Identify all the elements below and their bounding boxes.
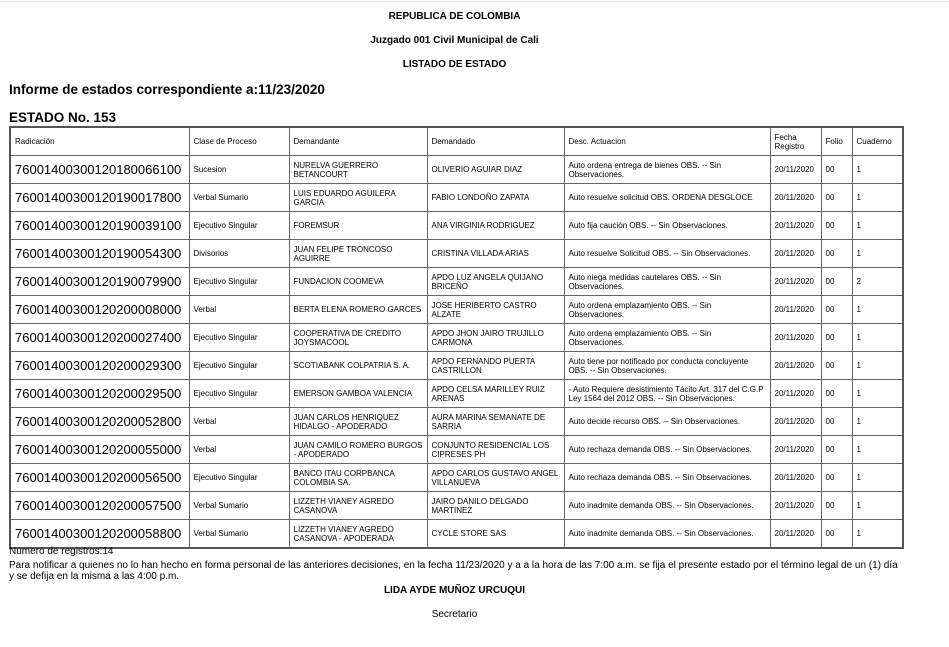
cell-demandado: AURA MARINA SEMANATE DE SARRIA: [427, 408, 564, 436]
cell-clase: Ejecutivo Singular: [189, 324, 289, 352]
cell-folio: 00: [821, 352, 852, 380]
cell-demandante: BANCO ITAU CORPBANCA COLOMBIA SA.: [289, 464, 427, 492]
cell-clase: Ejecutivo Singular: [189, 380, 289, 408]
cell-folio: 00: [821, 408, 852, 436]
cell-folio: 00: [821, 184, 852, 212]
cell-folio: 00: [821, 268, 852, 296]
republic-heading: REPUBLICA DE COLOMBIA: [388, 11, 521, 22]
cell-demandante: LUIS EDUARDO AGUILERA GARCIA: [289, 184, 427, 212]
cell-fecha: 20/11/2020: [770, 324, 821, 352]
cell-demandado: APDO CARLOS GUSTAVO ANGEL VILLANUEVA: [427, 464, 564, 492]
cell-desc: Auto tiene por notificado por conducta concluyente OBS. -- Sin Observaciones.: [564, 352, 770, 380]
cell-demandante: LIZZETH VIANEY AGREDO CASANOVA: [289, 492, 427, 520]
cell-demandado: FABIO LONDOÑO ZAPATA: [427, 184, 564, 212]
cell-demandado: APDO LUZ ANGELA QUIJANO BRICEÑO: [427, 268, 564, 296]
cell-desc: Auto inadmite demanda OBS. -- Sin Observaciones.: [564, 520, 770, 549]
court-heading: Juzgado 001 Civil Municipal de Cali: [370, 35, 539, 46]
cell-demandado: CRISTINA VILLADA ARIAS: [427, 240, 564, 268]
cell-demandado: APDO CELSA MARILLEY RUIZ ARENAS: [427, 380, 564, 408]
cell-demandado: ANA VIRGINIA RODRIGUEZ: [427, 212, 564, 240]
table-body: [10, 156, 903, 549]
cell-folio: 00: [821, 464, 852, 492]
cell-demandado: APDO FERNANDO PUERTA CASTRILLON: [427, 352, 564, 380]
cell-fecha: 20/11/2020: [770, 268, 821, 296]
cell-radicacion: 76001400300120190054300: [10, 240, 189, 268]
cell-folio: 00: [821, 212, 852, 240]
table-row: [10, 268, 903, 296]
table-row: [10, 436, 903, 464]
cell-fecha: 20/11/2020: [770, 212, 821, 240]
estados-table: [9, 126, 904, 549]
cell-desc: Auto rechaza demanda OBS. -- Sin Observaciones.: [564, 464, 770, 492]
record-count: Numero de registros:14: [9, 546, 114, 557]
cell-demandante: JUAN CAMILO ROMERO BURGOS - APODERADO: [289, 436, 427, 464]
cell-cuaderno: 1: [852, 464, 903, 492]
cell-cuaderno: 1: [852, 408, 903, 436]
cell-folio: 00: [821, 324, 852, 352]
cell-radicacion: 76001400300120200008000: [10, 296, 189, 324]
cell-radicacion: 76001400300120190017800: [10, 184, 189, 212]
col-header-radicacion: Radicación: [10, 127, 189, 156]
cell-clase: Ejecutivo Singular: [189, 268, 289, 296]
col-header-demandado: Demandado: [427, 127, 564, 156]
cell-desc: - Auto Requiere desistimiento Tácito Art. 317 del C.G.P Ley 1564 del 2012 OBS. -- Sin Observaciones.: [564, 380, 770, 408]
cell-cuaderno: 1: [852, 212, 903, 240]
cell-cuaderno: 1: [852, 520, 903, 549]
table-row: [10, 324, 903, 352]
cell-folio: 00: [821, 156, 852, 184]
cell-cuaderno: 1: [852, 380, 903, 408]
cell-radicacion: 76001400300120200052800: [10, 408, 189, 436]
cell-demandado: JAIRO DANILO DELGADO MARTINEZ: [427, 492, 564, 520]
cell-folio: 00: [821, 520, 852, 549]
table-row: [10, 492, 903, 520]
listing-heading: LISTADO DE ESTADO: [402, 59, 507, 70]
cell-folio: 00: [821, 380, 852, 408]
cell-clase: Verbal Sumario: [189, 492, 289, 520]
col-header-demandante: Demandante: [289, 127, 427, 156]
table-row: [10, 520, 903, 549]
cell-demandado: APDO JHON JAIRO TRUJILLO CARMONA: [427, 324, 564, 352]
cell-demandante: LIZZETH VIANEY AGREDO CASANOVA - APODERADA: [289, 520, 427, 549]
cell-radicacion: 76001400300120200055000: [10, 436, 189, 464]
cell-demandante: EMERSON GAMBOA VALENCIA: [289, 380, 427, 408]
cell-cuaderno: 1: [852, 436, 903, 464]
table-row: [10, 464, 903, 492]
cell-fecha: 20/11/2020: [770, 240, 821, 268]
table-row: [10, 408, 903, 436]
cell-desc: Auto ordena emplazamiento OBS. -- Sin Observaciones.: [564, 324, 770, 352]
estado-number: ESTADO No. 153: [9, 110, 117, 125]
signatory-role: Secretario: [431, 609, 478, 620]
cell-fecha: 20/11/2020: [770, 352, 821, 380]
cell-radicacion: 76001400300120180066100: [10, 156, 189, 184]
cell-desc: Auto ordena emplazamiento OBS. -- Sin Observaciones.: [564, 296, 770, 324]
cell-clase: Verbal: [189, 436, 289, 464]
table-row: [10, 380, 903, 408]
table-row: [10, 212, 903, 240]
col-header-clase: Clase de Proceso: [189, 127, 289, 156]
cell-clase: Ejecutivo Singular: [189, 212, 289, 240]
cell-fecha: 20/11/2020: [770, 156, 821, 184]
table-row: [10, 296, 903, 324]
cell-cuaderno: 1: [852, 324, 903, 352]
cell-fecha: 20/11/2020: [770, 520, 821, 549]
cell-cuaderno: 1: [852, 492, 903, 520]
cell-radicacion: 76001400300120190039100: [10, 212, 189, 240]
cell-clase: Sucesion: [189, 156, 289, 184]
cell-desc: Auto ordena entrega de bienes OBS. -- Sin Observaciones.: [564, 156, 770, 184]
cell-folio: 00: [821, 492, 852, 520]
cell-fecha: 20/11/2020: [770, 408, 821, 436]
cell-demandante: SCOTIABANK COLPATRIA S. A.: [289, 352, 427, 380]
cell-clase: Ejecutivo Singular: [189, 464, 289, 492]
cell-clase: Divisorios: [189, 240, 289, 268]
cell-desc: Auto resuelve Solicitud OBS. -- Sin Observaciones.: [564, 240, 770, 268]
cell-desc: Auto inadmite demanda OBS. -- Sin Observaciones.: [564, 492, 770, 520]
cell-fecha: 20/11/2020: [770, 184, 821, 212]
table-header-row: [10, 127, 903, 156]
cell-demandante: JUAN FELIPE TRONCOSO AGUIRRE: [289, 240, 427, 268]
cell-folio: 00: [821, 240, 852, 268]
table-row: [10, 240, 903, 268]
cell-demandante: COOPERATIVA DE CREDITO JOYSMACOOL: [289, 324, 427, 352]
cell-demandado: JOSE HERIBERTO CASTRO ALZATE: [427, 296, 564, 324]
cell-desc: Auto fija caución OBS. -- Sin Observaciones.: [564, 212, 770, 240]
cell-clase: Verbal: [189, 408, 289, 436]
col-header-desc: Desc. Actuacion: [564, 127, 770, 156]
cell-cuaderno: 1: [852, 240, 903, 268]
cell-fecha: 20/11/2020: [770, 436, 821, 464]
cell-clase: Verbal Sumario: [189, 184, 289, 212]
cell-demandado: OLIVERIO AGUIAR DIAZ: [427, 156, 564, 184]
cell-radicacion: 76001400300120200057500: [10, 492, 189, 520]
table-row: [10, 352, 903, 380]
cell-cuaderno: 2: [852, 268, 903, 296]
cell-folio: 00: [821, 296, 852, 324]
cell-cuaderno: 1: [852, 296, 903, 324]
cell-radicacion: 76001400300120200029300: [10, 352, 189, 380]
cell-cuaderno: 1: [852, 184, 903, 212]
cell-clase: Ejecutivo Singular: [189, 352, 289, 380]
cell-desc: Auto resuelve solicitud OBS. ORDENA DESGLOCE: [564, 184, 770, 212]
cell-clase: Verbal: [189, 296, 289, 324]
cell-demandante: JUAN CARLOS HENRIQUEZ HIDALGO - APODERADO: [289, 408, 427, 436]
cell-desc: Auto niega medidas cautelares OBS. -- Sin Observaciones.: [564, 268, 770, 296]
cell-folio: 00: [821, 436, 852, 464]
table-row: [10, 184, 903, 212]
cell-desc: Auto decide recurso OBS. -- Sin Observaciones.: [564, 408, 770, 436]
cell-radicacion: 76001400300120190079900: [10, 268, 189, 296]
cell-clase: Verbal Sumario: [189, 520, 289, 549]
cell-radicacion: 76001400300120200027400: [10, 324, 189, 352]
top-divider: [0, 1, 949, 2]
cell-fecha: 20/11/2020: [770, 464, 821, 492]
cell-radicacion: 76001400300120200056500: [10, 464, 189, 492]
col-header-fecha: Fecha Registro: [770, 127, 821, 156]
signatory-name: LIDA AYDE MUÑOZ URCUQUI: [383, 585, 526, 596]
col-header-cuaderno: Cuaderno: [852, 127, 903, 156]
cell-demandante: FOREMSUR: [289, 212, 427, 240]
cell-demandante: NURELVA GUERRERO BETANCOURT: [289, 156, 427, 184]
cell-radicacion: 76001400300120200058800: [10, 520, 189, 549]
cell-desc: Auto rechaza demanda OBS. -- Sin Observaciones.: [564, 436, 770, 464]
cell-demandante: BERTA ELENA ROMERO GARCES: [289, 296, 427, 324]
cell-demandado: CONJUNTO RESIDENCIAL LOS CIPRESES PH: [427, 436, 564, 464]
cell-fecha: 20/11/2020: [770, 492, 821, 520]
report-title: Informe de estados correspondiente a:11/23/2020: [9, 82, 325, 97]
cell-radicacion: 76001400300120200029500: [10, 380, 189, 408]
cell-cuaderno: 1: [852, 156, 903, 184]
cell-cuaderno: 1: [852, 352, 903, 380]
cell-demandado: CYCLE STORE SAS: [427, 520, 564, 549]
cell-fecha: 20/11/2020: [770, 296, 821, 324]
notice-text: Para notificar a quienes no lo han hecho en forma personal de las anteriores decisiones, en la fecha 11/23/2020 y a a la hora de las 7:00 a.m. se fija el presente estado por el término legal de un (1) día y se defija en la misma a las 4:00 p.m.: [9, 560, 898, 582]
cell-demandante: FUNDACION COOMEVA: [289, 268, 427, 296]
col-header-folio: Folio: [821, 127, 852, 156]
table-row: [10, 156, 903, 184]
cell-fecha: 20/11/2020: [770, 380, 821, 408]
